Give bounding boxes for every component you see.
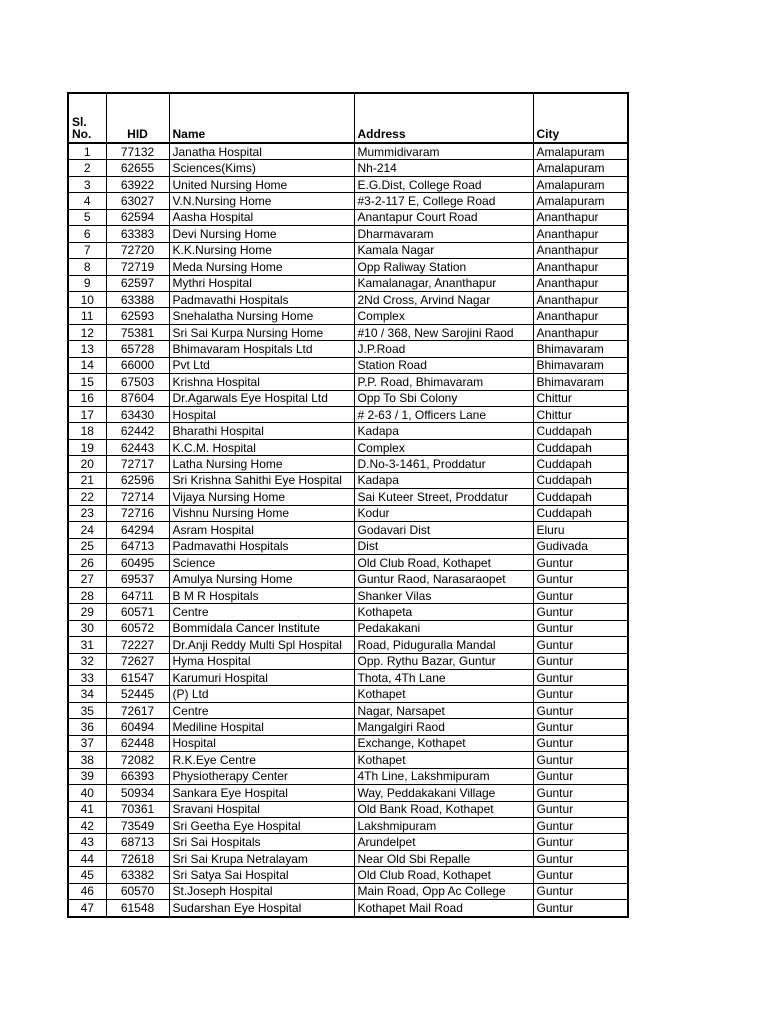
cell-hid: 72627 — [106, 653, 169, 669]
cell-hid: 63383 — [106, 226, 169, 242]
cell-hid: 62594 — [106, 209, 169, 225]
cell-hid: 62596 — [106, 472, 169, 488]
header-hid: HID — [106, 93, 169, 143]
cell-city: Guntur — [533, 850, 628, 866]
table-row — [68, 554, 628, 570]
cell-hid: 60494 — [106, 719, 169, 735]
cell-hid: 72717 — [106, 456, 169, 472]
cell-name: Sri Satya Sai Hospital — [169, 867, 354, 883]
cell-sl-no: 22 — [68, 489, 106, 505]
cell-hid: 50934 — [106, 785, 169, 801]
cell-name: Sravani Hospital — [169, 801, 354, 817]
table-row — [68, 374, 628, 390]
cell-name: Hyma Hospital — [169, 653, 354, 669]
cell-hid: 70361 — [106, 801, 169, 817]
cell-city: Cuddapah — [533, 472, 628, 488]
cell-hid: 62597 — [106, 275, 169, 291]
table-row — [68, 801, 628, 817]
cell-hid: 64713 — [106, 538, 169, 554]
cell-hid: 63382 — [106, 867, 169, 883]
cell-address: # 2-63 / 1, Officers Lane — [354, 407, 533, 423]
cell-address: Kadapa — [354, 423, 533, 439]
table-row — [68, 407, 628, 423]
cell-address: Opp. Rythu Bazar, Guntur — [354, 653, 533, 669]
cell-city: Guntur — [533, 670, 628, 686]
cell-sl-no: 1 — [68, 143, 106, 160]
cell-city: Cuddapah — [533, 456, 628, 472]
cell-hid: 60572 — [106, 620, 169, 636]
table-row — [68, 883, 628, 899]
cell-city: Cuddapah — [533, 489, 628, 505]
cell-address: Opp Raliway Station — [354, 259, 533, 275]
table-row — [68, 390, 628, 406]
cell-city: Guntur — [533, 768, 628, 784]
cell-sl-no: 46 — [68, 883, 106, 899]
cell-name: Mythri Hospital — [169, 275, 354, 291]
cell-address: Lakshmipuram — [354, 817, 533, 833]
cell-sl-no: 19 — [68, 439, 106, 455]
cell-name: Meda Nursing Home — [169, 259, 354, 275]
cell-address: Old Club Road, Kothapet — [354, 867, 533, 883]
table-row — [68, 357, 628, 373]
cell-address: #3-2-117 E, College Road — [354, 193, 533, 209]
cell-city: Guntur — [533, 752, 628, 768]
cell-city: Guntur — [533, 867, 628, 883]
cell-address: Kothapet — [354, 752, 533, 768]
cell-address: Dharmavaram — [354, 226, 533, 242]
cell-city: Guntur — [533, 620, 628, 636]
cell-name: Padmavathi Hospitals — [169, 538, 354, 554]
table-row — [68, 900, 628, 917]
cell-city: Guntur — [533, 883, 628, 899]
cell-sl-no: 11 — [68, 308, 106, 324]
table-row — [68, 735, 628, 751]
cell-address: Dist — [354, 538, 533, 554]
table-row — [68, 538, 628, 554]
table-row — [68, 637, 628, 653]
cell-name: Vijaya Nursing Home — [169, 489, 354, 505]
cell-city: Amalapuram — [533, 143, 628, 160]
table-row — [68, 193, 628, 209]
cell-hid: 72720 — [106, 242, 169, 258]
cell-city: Cuddapah — [533, 439, 628, 455]
cell-city: Guntur — [533, 653, 628, 669]
cell-name: Pvt Ltd — [169, 357, 354, 373]
cell-sl-no: 3 — [68, 176, 106, 192]
cell-sl-no: 41 — [68, 801, 106, 817]
table-row — [68, 423, 628, 439]
cell-address: Opp To Sbi Colony — [354, 390, 533, 406]
cell-name: Bharathi Hospital — [169, 423, 354, 439]
cell-city: Amalapuram — [533, 176, 628, 192]
cell-hid: 65728 — [106, 341, 169, 357]
cell-address: Main Road, Opp Ac College — [354, 883, 533, 899]
table-row — [68, 522, 628, 538]
cell-address: Station Road — [354, 357, 533, 373]
table-row — [68, 439, 628, 455]
cell-name: K.C.M. Hospital — [169, 439, 354, 455]
cell-sl-no: 29 — [68, 604, 106, 620]
table-row — [68, 176, 628, 192]
cell-name: K.K.Nursing Home — [169, 242, 354, 258]
cell-hid: 62655 — [106, 160, 169, 176]
cell-hid: 69537 — [106, 571, 169, 587]
cell-address: Nagar, Narsapet — [354, 702, 533, 718]
cell-sl-no: 44 — [68, 850, 106, 866]
cell-address: #10 / 368, New Sarojini Raod — [354, 324, 533, 340]
cell-hid: 64711 — [106, 587, 169, 603]
cell-hid: 66393 — [106, 768, 169, 784]
cell-sl-no: 10 — [68, 291, 106, 307]
cell-city: Guntur — [533, 834, 628, 850]
table-row — [68, 308, 628, 324]
cell-sl-no: 14 — [68, 357, 106, 373]
cell-name: Sri Sai Hospitals — [169, 834, 354, 850]
cell-sl-no: 23 — [68, 505, 106, 521]
cell-address: Kamala Nagar — [354, 242, 533, 258]
cell-name: Hospital — [169, 407, 354, 423]
table-row — [68, 817, 628, 833]
cell-hid: 67503 — [106, 374, 169, 390]
table-row — [68, 242, 628, 258]
cell-city: Eluru — [533, 522, 628, 538]
cell-hid: 64294 — [106, 522, 169, 538]
cell-city: Ananthapur — [533, 291, 628, 307]
cell-address: Exchange, Kothapet — [354, 735, 533, 751]
cell-address: Kamalanagar, Ananthapur — [354, 275, 533, 291]
table-row — [68, 670, 628, 686]
cell-hid: 72227 — [106, 637, 169, 653]
cell-city: Ananthapur — [533, 308, 628, 324]
cell-sl-no: 34 — [68, 686, 106, 702]
table-row — [68, 850, 628, 866]
cell-sl-no: 20 — [68, 456, 106, 472]
table-row — [68, 620, 628, 636]
table-row — [68, 275, 628, 291]
cell-name: B M R Hospitals — [169, 587, 354, 603]
cell-address: Sai Kuteer Street, Proddatur — [354, 489, 533, 505]
cell-hid: 60571 — [106, 604, 169, 620]
cell-city: Guntur — [533, 817, 628, 833]
cell-address: Way, Peddakakani Village — [354, 785, 533, 801]
cell-hid: 75381 — [106, 324, 169, 340]
cell-name: Sudarshan Eye Hospital — [169, 900, 354, 917]
cell-address: Kadapa — [354, 472, 533, 488]
table-row — [68, 587, 628, 603]
cell-sl-no: 38 — [68, 752, 106, 768]
cell-address: Near Old Sbi Repalle — [354, 850, 533, 866]
cell-city: Guntur — [533, 554, 628, 570]
cell-hid: 72719 — [106, 259, 169, 275]
cell-address: Kothapeta — [354, 604, 533, 620]
table-row — [68, 834, 628, 850]
cell-address: Mummidivaram — [354, 143, 533, 160]
cell-name: Bommidala Cancer Institute — [169, 620, 354, 636]
cell-sl-no: 40 — [68, 785, 106, 801]
cell-city: Guntur — [533, 637, 628, 653]
cell-hid: 77132 — [106, 143, 169, 160]
cell-name: Sciences(Kims) — [169, 160, 354, 176]
cell-city: Guntur — [533, 735, 628, 751]
cell-sl-no: 31 — [68, 637, 106, 653]
cell-sl-no: 26 — [68, 554, 106, 570]
cell-hid: 62443 — [106, 439, 169, 455]
cell-sl-no: 4 — [68, 193, 106, 209]
cell-city: Guntur — [533, 900, 628, 917]
cell-city: Guntur — [533, 604, 628, 620]
cell-sl-no: 5 — [68, 209, 106, 225]
cell-name: United Nursing Home — [169, 176, 354, 192]
cell-address: Anantapur Court Road — [354, 209, 533, 225]
cell-sl-no: 2 — [68, 160, 106, 176]
cell-name: St.Joseph Hospital — [169, 883, 354, 899]
cell-name: Amulya Nursing Home — [169, 571, 354, 587]
cell-city: Ananthapur — [533, 324, 628, 340]
cell-address: Complex — [354, 308, 533, 324]
cell-name: Padmavathi Hospitals — [169, 291, 354, 307]
cell-city: Ananthapur — [533, 226, 628, 242]
cell-sl-no: 15 — [68, 374, 106, 390]
header-row — [68, 93, 628, 143]
cell-name: R.K.Eye Centre — [169, 752, 354, 768]
cell-city: Guntur — [533, 785, 628, 801]
header-name: Name — [169, 93, 354, 143]
table-row — [68, 456, 628, 472]
table-row — [68, 719, 628, 735]
cell-hid: 72716 — [106, 505, 169, 521]
cell-address: 4Th Line, Lakshmipuram — [354, 768, 533, 784]
table-row — [68, 867, 628, 883]
table-row — [68, 324, 628, 340]
cell-name: Physiotherapy Center — [169, 768, 354, 784]
cell-sl-no: 18 — [68, 423, 106, 439]
cell-name: Sri Krishna Sahithi Eye Hospital — [169, 472, 354, 488]
cell-city: Bhimavaram — [533, 357, 628, 373]
cell-address: Shanker Vilas — [354, 587, 533, 603]
cell-city: Guntur — [533, 686, 628, 702]
cell-hid: 62593 — [106, 308, 169, 324]
table-row — [68, 143, 628, 160]
cell-sl-no: 47 — [68, 900, 106, 917]
cell-hid: 72617 — [106, 702, 169, 718]
cell-sl-no: 21 — [68, 472, 106, 488]
cell-name: Krishna Hospital — [169, 374, 354, 390]
cell-sl-no: 16 — [68, 390, 106, 406]
cell-hid: 68713 — [106, 834, 169, 850]
cell-address: Old Bank Road, Kothapet — [354, 801, 533, 817]
cell-city: Cuddapah — [533, 505, 628, 521]
table-row — [68, 226, 628, 242]
cell-address: 2Nd Cross, Arvind Nagar — [354, 291, 533, 307]
cell-address: Godavari Dist — [354, 522, 533, 538]
cell-city: Guntur — [533, 719, 628, 735]
table-row — [68, 160, 628, 176]
cell-address: J.P.Road — [354, 341, 533, 357]
cell-city: Amalapuram — [533, 160, 628, 176]
table-row — [68, 291, 628, 307]
table-body — [68, 143, 628, 917]
cell-city: Chittur — [533, 390, 628, 406]
table-row — [68, 768, 628, 784]
cell-hid: 52445 — [106, 686, 169, 702]
table-row — [68, 653, 628, 669]
cell-name: Asram Hospital — [169, 522, 354, 538]
cell-city: Amalapuram — [533, 193, 628, 209]
cell-sl-no: 12 — [68, 324, 106, 340]
cell-address: Arundelpet — [354, 834, 533, 850]
cell-name: Centre — [169, 702, 354, 718]
table-row — [68, 341, 628, 357]
cell-name: Karumuri Hospital — [169, 670, 354, 686]
cell-address: Guntur Raod, Narasaraopet — [354, 571, 533, 587]
cell-city: Ananthapur — [533, 209, 628, 225]
cell-name: Sri Sai Kurpa Nursing Home — [169, 324, 354, 340]
cell-address: Complex — [354, 439, 533, 455]
cell-hid: 63388 — [106, 291, 169, 307]
cell-address: Thota, 4Th Lane — [354, 670, 533, 686]
cell-name: V.N.Nursing Home — [169, 193, 354, 209]
cell-address: P.P. Road, Bhimavaram — [354, 374, 533, 390]
cell-city: Ananthapur — [533, 242, 628, 258]
table-row — [68, 209, 628, 225]
table-row — [68, 489, 628, 505]
cell-city: Ananthapur — [533, 275, 628, 291]
table-row — [68, 785, 628, 801]
cell-name: Dr.Anji Reddy Multi Spl Hospital — [169, 637, 354, 653]
cell-name: Science — [169, 554, 354, 570]
cell-sl-no: 33 — [68, 670, 106, 686]
cell-hid: 72082 — [106, 752, 169, 768]
cell-hid: 63922 — [106, 176, 169, 192]
cell-name: (P) Ltd — [169, 686, 354, 702]
cell-name: Dr.Agarwals Eye Hospital Ltd — [169, 390, 354, 406]
cell-hid: 63027 — [106, 193, 169, 209]
cell-sl-no: 30 — [68, 620, 106, 636]
cell-city: Bhimavaram — [533, 341, 628, 357]
cell-address: Nh-214 — [354, 160, 533, 176]
cell-address: Road, Piduguralla Mandal — [354, 637, 533, 653]
cell-hid: 73549 — [106, 817, 169, 833]
table-row — [68, 571, 628, 587]
header-address: Address — [354, 93, 533, 143]
cell-city: Bhimavaram — [533, 374, 628, 390]
cell-sl-no: 35 — [68, 702, 106, 718]
cell-city: Ananthapur — [533, 259, 628, 275]
cell-sl-no: 45 — [68, 867, 106, 883]
cell-hid: 62442 — [106, 423, 169, 439]
cell-address: Pedakakani — [354, 620, 533, 636]
cell-sl-no: 9 — [68, 275, 106, 291]
cell-hid: 87604 — [106, 390, 169, 406]
cell-name: Mediline Hospital — [169, 719, 354, 735]
table-row — [68, 686, 628, 702]
cell-address: Mangalgiri Raod — [354, 719, 533, 735]
cell-address: Kothapet Mail Road — [354, 900, 533, 917]
cell-hid: 61547 — [106, 670, 169, 686]
cell-city: Guntur — [533, 587, 628, 603]
cell-sl-no: 13 — [68, 341, 106, 357]
cell-hid: 66000 — [106, 357, 169, 373]
cell-name: Bhimavaram Hospitals Ltd — [169, 341, 354, 357]
cell-address: D.No-3-1461, Proddatur — [354, 456, 533, 472]
cell-sl-no: 42 — [68, 817, 106, 833]
cell-name: Snehalatha Nursing Home — [169, 308, 354, 324]
cell-sl-no: 36 — [68, 719, 106, 735]
cell-hid: 60570 — [106, 883, 169, 899]
table-row — [68, 505, 628, 521]
cell-sl-no: 6 — [68, 226, 106, 242]
table-row — [68, 702, 628, 718]
cell-address: E.G.Dist, College Road — [354, 176, 533, 192]
cell-address: Old Club Road, Kothapet — [354, 554, 533, 570]
table-row — [68, 752, 628, 768]
cell-hid: 72714 — [106, 489, 169, 505]
cell-hid: 72618 — [106, 850, 169, 866]
cell-city: Cuddapah — [533, 423, 628, 439]
cell-name: Vishnu Nursing Home — [169, 505, 354, 521]
cell-sl-no: 28 — [68, 587, 106, 603]
cell-city: Guntur — [533, 571, 628, 587]
cell-sl-no: 24 — [68, 522, 106, 538]
cell-hid: 60495 — [106, 554, 169, 570]
cell-sl-no: 17 — [68, 407, 106, 423]
cell-sl-no: 39 — [68, 768, 106, 784]
cell-hid: 61548 — [106, 900, 169, 917]
cell-name: Sankara Eye Hospital — [169, 785, 354, 801]
cell-sl-no: 8 — [68, 259, 106, 275]
cell-address: Kothapet — [354, 686, 533, 702]
cell-name: Janatha Hospital — [169, 143, 354, 160]
cell-sl-no: 32 — [68, 653, 106, 669]
cell-name: Devi Nursing Home — [169, 226, 354, 242]
header-city: City — [533, 93, 628, 143]
cell-city: Guntur — [533, 801, 628, 817]
cell-address: Kodur — [354, 505, 533, 521]
cell-name: Centre — [169, 604, 354, 620]
cell-city: Gudivada — [533, 538, 628, 554]
table-row — [68, 259, 628, 275]
header-sl-no: Sl. No. — [68, 93, 106, 143]
cell-name: Hospital — [169, 735, 354, 751]
cell-city: Guntur — [533, 702, 628, 718]
cell-name: Sri Geetha Eye Hospital — [169, 817, 354, 833]
table-row — [68, 472, 628, 488]
cell-sl-no: 43 — [68, 834, 106, 850]
cell-name: Aasha Hospital — [169, 209, 354, 225]
cell-city: Chittur — [533, 407, 628, 423]
hospital-table — [67, 92, 629, 918]
cell-sl-no: 7 — [68, 242, 106, 258]
cell-hid: 62448 — [106, 735, 169, 751]
cell-hid: 63430 — [106, 407, 169, 423]
cell-sl-no: 37 — [68, 735, 106, 751]
cell-name: Latha Nursing Home — [169, 456, 354, 472]
cell-name: Sri Sai Krupa Netralayam — [169, 850, 354, 866]
table-row — [68, 604, 628, 620]
cell-sl-no: 27 — [68, 571, 106, 587]
cell-sl-no: 25 — [68, 538, 106, 554]
